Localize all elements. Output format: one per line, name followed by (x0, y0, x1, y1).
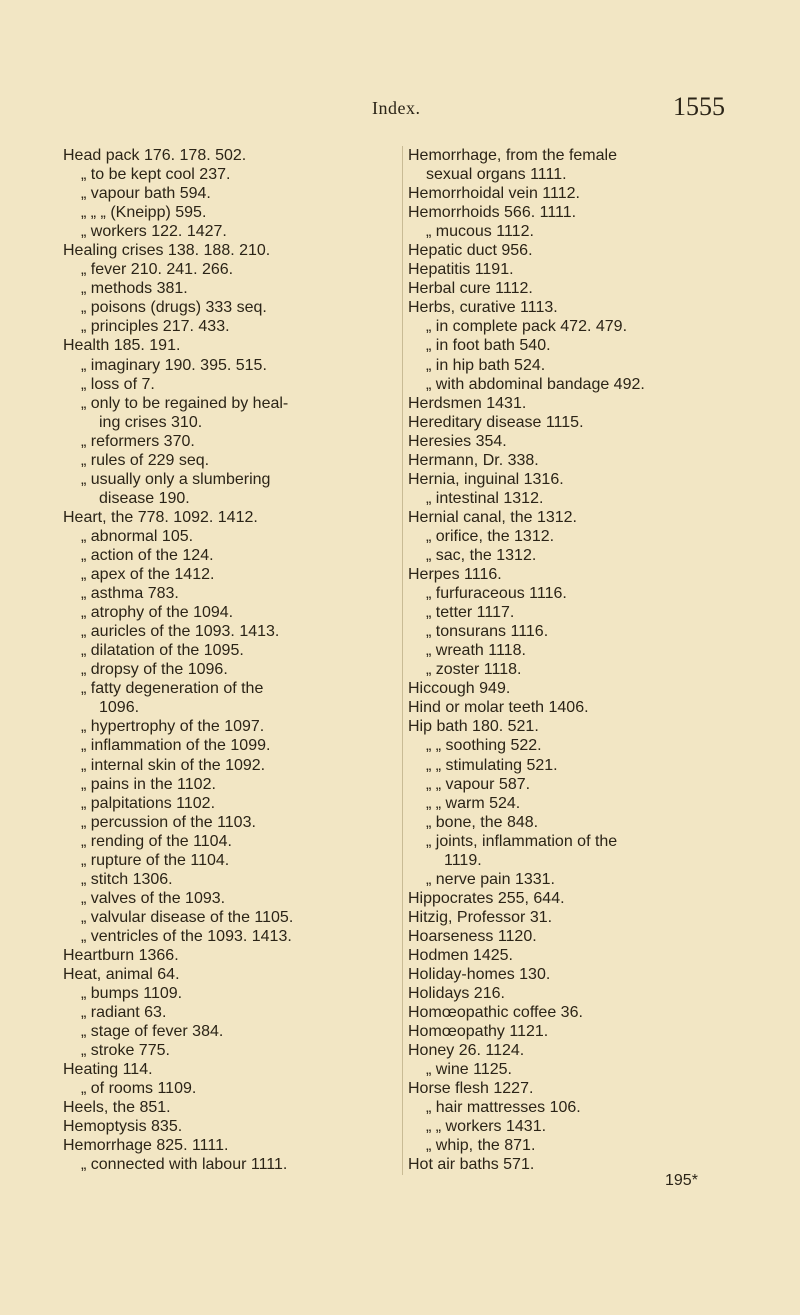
index-entry: sexual organs 1111. (426, 166, 567, 184)
index-entry: „ mucous 1112. (426, 223, 534, 241)
index-entry: Hemorrhage, from the female (408, 147, 617, 164)
index-entry: Hernial canal, the 1312. (408, 508, 577, 526)
index-entry: „ poisons (drugs) 333 seq. (81, 299, 267, 317)
index-column-right (402, 146, 758, 1175)
index-entry: „ valvular disease of the 1105. (81, 908, 294, 926)
index-entry: Hodmen 1425. (408, 946, 513, 964)
index-entry: Herdsmen 1431. (408, 394, 527, 412)
index-entry: Heating 114. (63, 1061, 153, 1079)
index-entry: „ hair mattresses 106. (426, 1099, 581, 1117)
index-entry: „ asthma 783. (81, 585, 179, 603)
index-entry: „ with abdominal bandage 492. (426, 375, 645, 393)
index-entry: Heartburn 1366. (63, 946, 179, 964)
index-entry: „ reformers 370. (81, 432, 195, 450)
index-entry: Hernia, inguinal 1316. (408, 470, 564, 488)
index-entry: „ zoster 1118. (426, 661, 522, 679)
index-entry: „ imaginary 190. 395. 515. (81, 356, 267, 374)
index-entry: Hemorrhoids 566. 1111. (408, 204, 577, 222)
index-entry: „ only to be regained by heal- (81, 394, 289, 412)
index-entry: „ tonsurans 1116. (426, 623, 549, 641)
index-entry: „ apex of the 1412. (81, 566, 215, 584)
index-entry: „ orifice, the 1312. (426, 527, 555, 545)
index-entry: „ nerve pain 1331. (426, 870, 555, 888)
index-entry: „ ventricles of the 1093. 1413. (81, 927, 292, 945)
index-entry: „ joints, inflammation of the (426, 832, 618, 850)
page-number: 1555 (673, 92, 725, 121)
index-entry: Herpes 1116. (408, 566, 502, 584)
index-entry: „ stroke 775. (81, 1042, 170, 1060)
index-entry: „ wine 1125. (426, 1061, 512, 1079)
index-column-left (63, 146, 398, 1175)
index-entry: „ palpitations 1102. (81, 794, 216, 812)
index-entry: Hepatitis 1191. (408, 261, 514, 279)
index-entry: „ furfuraceous 1116. (426, 585, 567, 603)
index-entry: „ fever 210. 241. 266. (81, 261, 234, 279)
index-entry: „ bumps 1109. (81, 985, 183, 1003)
index-entry: „ action of the 124. (81, 546, 214, 564)
index-entry: Horse flesh 1227. (408, 1080, 534, 1098)
index-entry: „ intestinal 1312. (426, 489, 544, 507)
index-entry: „ methods 381. (81, 280, 188, 298)
index-entry: „ radiant 63. (81, 1004, 167, 1022)
index-entry: „ in foot bath 540. (426, 337, 551, 355)
index-entry: „ sac, the 1312. (426, 546, 537, 564)
index-entry: „ connected with labour 1111. (81, 1156, 288, 1174)
index-entry: „ of rooms 1109. (81, 1080, 197, 1098)
index-entry: „ stage of fever 384. (81, 1023, 224, 1041)
signature-mark: 195* (665, 1172, 698, 1189)
index-entry: Hereditary disease 1115. (408, 413, 584, 431)
index-entry: Honey 26. 1124. (408, 1042, 525, 1060)
index-entry: Hiccough 949. (408, 680, 511, 698)
index-entry: Hemorrhage 825. 1111. (63, 1137, 229, 1155)
index-entry: Hemoptysis 835. (63, 1118, 183, 1136)
index-entry: Healing crises 138. 188. 210. (63, 242, 271, 260)
index-entry: ing crises 310. (99, 413, 203, 431)
index-entry: „ percussion of the 1103. (81, 813, 256, 831)
index-entry: Heart, the 778. 1092. 1412. (63, 508, 258, 526)
index-entry: Hitzig, Professor 31. (408, 908, 553, 926)
index-entry: „ „ soothing 522. (426, 737, 542, 755)
index-entry: „ whip, the 871. (426, 1137, 536, 1155)
index-entry: Herbs, curative 1113. (408, 299, 558, 317)
index-entry: „ dilatation of the 1095. (81, 642, 244, 660)
index-entry: Homœopathy 1121. (408, 1023, 549, 1041)
running-head (0, 90, 800, 126)
index-entry: Hemorrhoidal vein 1112. (408, 185, 580, 203)
index-entry: „ rending of the 1104. (81, 832, 232, 850)
index-entry: „ rules of 229 seq. (81, 451, 210, 469)
index-entry: Head pack 176. 178. 502. (63, 147, 247, 164)
index-entry: „ „ „ (Kneipp) 595. (81, 204, 207, 222)
index-entry: „ dropsy of the 1096. (81, 661, 228, 679)
index-entry: „ „ stimulating 521. (426, 756, 558, 774)
index-entry: „ „ vapour 587. (426, 775, 531, 793)
index-entry: Homœopathic coffee 36. (408, 1004, 583, 1022)
index-entry: „ vapour bath 594. (81, 185, 211, 203)
index-entry: „ bone, the 848. (426, 813, 539, 831)
index-entry: „ workers 122. 1427. (81, 223, 227, 241)
running-title: Index. (372, 98, 421, 118)
index-entry: „ „ warm 524. (426, 794, 521, 812)
index-entry: „ valves of the 1093. (81, 889, 226, 907)
index-entry: disease 190. (99, 489, 190, 507)
index-entry: „ internal skin of the 1092. (81, 756, 266, 774)
index-entry: „ inflammation of the 1099. (81, 737, 271, 755)
index-entry: „ auricles of the 1093. 1413. (81, 623, 280, 641)
index-entry: „ wreath 1118. (426, 642, 526, 660)
index-entry: Heels, the 851. (63, 1099, 171, 1117)
index-entry: „ atrophy of the 1094. (81, 604, 234, 622)
index-entry: „ hypertrophy of the 1097. (81, 718, 265, 736)
index-entry: Heresies 354. (408, 432, 507, 450)
index-entry: 1096. (99, 699, 140, 717)
index-entry: Hot air baths 571. (408, 1156, 535, 1174)
index-entry: „ rupture of the 1104. (81, 851, 230, 869)
index-entry: „ usually only a slumbering (81, 470, 271, 488)
index-entry: „ to be kept cool 237. (81, 166, 231, 184)
index-entry: Hippocrates 255, 644. (408, 889, 565, 907)
index-entry: Hepatic duct 956. (408, 242, 533, 260)
index-entry: „ „ workers 1431. (426, 1118, 547, 1136)
index-entry: Holiday-homes 130. (408, 966, 551, 984)
index-entry: „ pains in the 1102. (81, 775, 216, 793)
index-entry: „ in complete pack 472. 479. (426, 318, 628, 336)
index-entry: „ loss of 7. (81, 375, 155, 393)
index-entry: Health 185. 191. (63, 337, 181, 355)
index-entry: „ in hip bath 524. (426, 356, 546, 374)
index-entry: Heat, animal 64. (63, 966, 180, 984)
index-entry: „ fatty degeneration of the (81, 680, 264, 698)
index-entry: Holidays 216. (408, 985, 505, 1003)
index-entry: Hoarseness 1120. (408, 927, 537, 945)
index-entry: „ tetter 1117. (426, 604, 515, 622)
index-entry: Herbal cure 1112. (408, 280, 533, 298)
index-entry: Hind or molar teeth 1406. (408, 699, 589, 717)
index-entry: „ principles 217. 433. (81, 318, 230, 336)
index-entry: Hermann, Dr. 338. (408, 451, 539, 469)
index-entry: „ abnormal 105. (81, 527, 194, 545)
index-entry: 1119. (444, 851, 482, 869)
index-entry: Hip bath 180. 521. (408, 718, 539, 736)
index-entry: „ stitch 1306. (81, 870, 173, 888)
